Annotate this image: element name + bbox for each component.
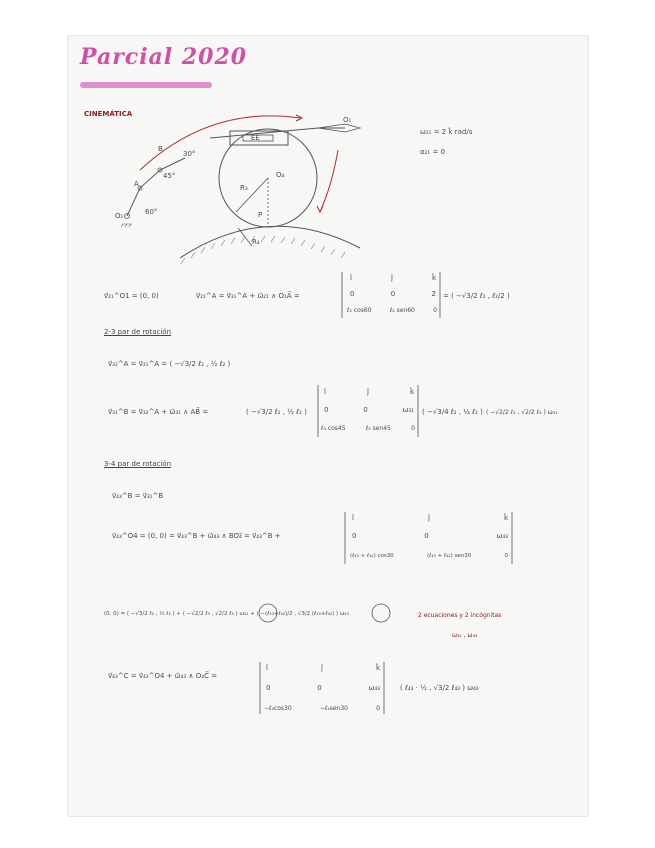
- header-pair-23: 2-3 par de rotación: [104, 328, 172, 336]
- page-title: Parcial 2020: [80, 44, 248, 70]
- label-o1-left: O₁: [115, 212, 124, 220]
- eq3-det-row2: 0 0 ω₃₁: [324, 406, 414, 414]
- given-omega: ω₂₁ = 2 k̂ rad/s: [420, 128, 473, 136]
- eq5-det-row2: 0 0 ω₄₃: [352, 532, 508, 540]
- label-point-b: B: [158, 145, 163, 153]
- eq1-rhs: v⃗₂₁^A = v⃗₃₁^A + ω⃗₂₁ ∧ O₁A⃗ =: [196, 292, 300, 300]
- label-point-p: P: [258, 211, 263, 219]
- eq1-det-row3: ℓ₂ cos60 ℓ₂ sen60 0: [347, 307, 437, 314]
- eq4: v⃗₄₃^B = v⃗₃₁^B: [112, 492, 164, 500]
- label-ground-radius: R₄: [252, 238, 260, 246]
- ground-hatch: [181, 236, 345, 264]
- label-angle-45: 45°: [163, 172, 176, 180]
- eq3-vec: ( −√3/2 ℓ₂ , ½ ℓ₂ ): [246, 408, 307, 416]
- eq7-det-row1: î ĵ k̂: [266, 664, 380, 672]
- eq7-det-row3: −ℓ₄cos30 −ℓ₄sen30 0: [264, 705, 380, 712]
- eq7-result: ( ℓ₄₃ · ½ , √3/2 ℓ₄₃ ) ω₄₃: [400, 684, 479, 692]
- label-angle-60: 60°: [145, 208, 158, 216]
- eq3-result2: ( −√2/2 ℓ₃ , √2/2 ℓ₃ ) ω₃₁: [486, 409, 558, 416]
- motion-arrow-right: [320, 150, 338, 212]
- eq3-det-row3: ℓ₃ cos45 ℓ₃ sen45 0: [321, 425, 415, 432]
- eq5-det-row3: (ℓ₄₃ + ℓ₄₂) cos30 (ℓ₄₃ + ℓ₄₂) sen30 0: [350, 553, 508, 559]
- label-angle-30: 30°: [183, 150, 196, 158]
- ground-arc: [180, 226, 360, 258]
- eq7-det-row2: 0 0 ω₄₃: [266, 684, 380, 692]
- eq6-note1: 2 ecuaciones y 2 incógnitas: [418, 612, 502, 619]
- eq6-note2: ω₃₁ , ω₄₃: [452, 632, 478, 639]
- eq1-lhs: v⃗₂₁^O1 = (0, 0): [104, 292, 159, 300]
- given-alpha: α₂₁ = 0: [420, 148, 445, 156]
- eq6: (0, 0) = ( −√3/2 ℓ₂ , ½ ℓ₂ ) + ( −√2/2 ℓ₃ , √2/2 ℓ₃ ) ω₃₁ + ( −(ℓ₄₃+ℓ₄₂)/2 , √3/2 (ℓ₄₃+ℓ₄₂) ) ω₄₃: [104, 611, 349, 617]
- eq1-det-row1: î ĵ k̂: [350, 274, 436, 282]
- section-title: CINEMÁTICA: [84, 110, 133, 118]
- label-radius: R₃: [240, 184, 248, 192]
- eq1-det-row2: 0 0 2: [350, 290, 436, 298]
- label-o1-right: O₁: [343, 116, 352, 124]
- eq1-result: = ( −√3/2 ℓ₂ , ℓ₂/2 ): [443, 292, 510, 300]
- label-point-a: A: [134, 180, 139, 188]
- header-pair-34: 3-4 par de rotación: [104, 460, 172, 468]
- label-box-text: EE: [251, 134, 260, 142]
- eq3-result1: ( −√3/4 ℓ₂ , ¼ ℓ₂ ): [422, 408, 483, 416]
- eq2: v⃗₃₂^A = v⃗₂₁^A = ( −√3/2 ℓ₂ , ½ ℓ₂ ): [108, 360, 231, 368]
- eq7-lhs: v⃗₄₃^C = v⃗₄₃^O4 + ω⃗₄₃ ∧ O₄C⃗ =: [108, 672, 218, 680]
- eq3-det-row1: î ĵ k̂: [324, 388, 414, 396]
- motion-arrow-top: [140, 116, 300, 170]
- label-center: O₄: [276, 171, 285, 179]
- eq5-det-row1: î ĵ k̂: [352, 514, 508, 522]
- eq5-lhs: v⃗₄₃^O4 = (0, 0) = v⃗₄₃^B + ω⃗₄₃ ∧ BO₄⃗ = v⃗₄₃^B +: [112, 532, 281, 540]
- eq3-lhs: v⃗₃₁^B = v⃗₃₂^A + ω⃗₃₁ ∧ AB⃗ =: [108, 408, 209, 416]
